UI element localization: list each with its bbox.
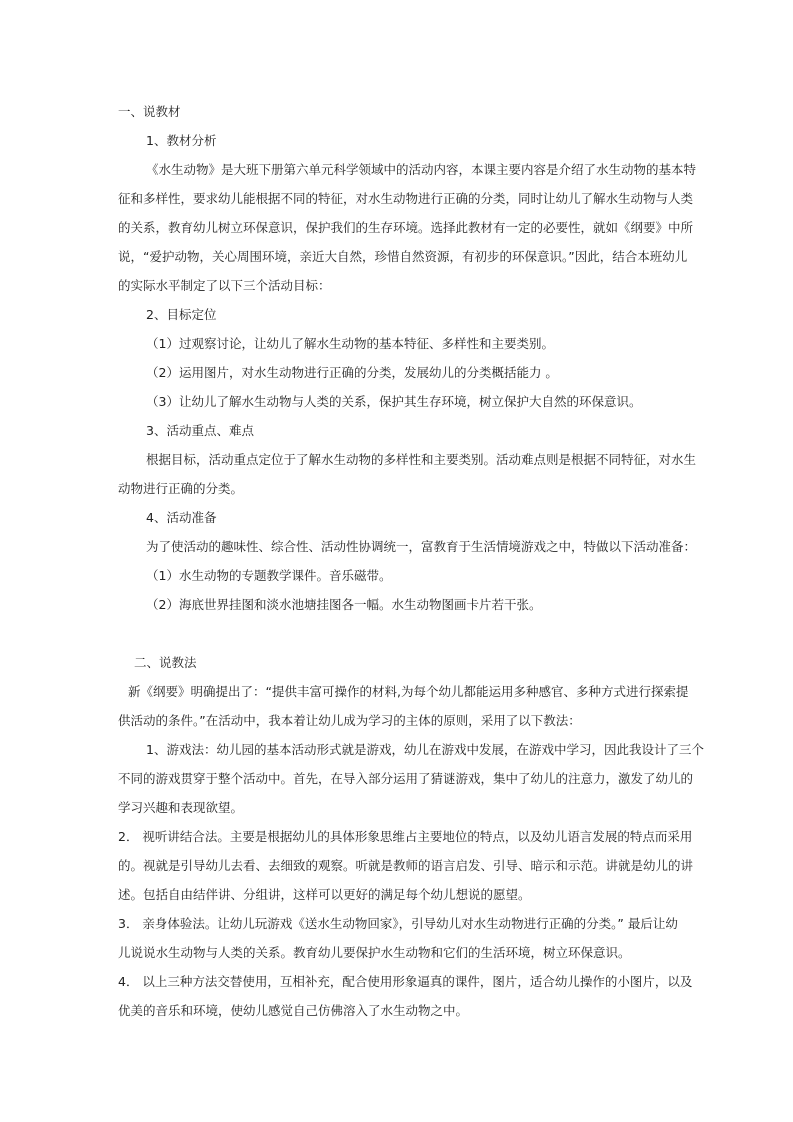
subheading-preparation: 4、活动准备 [146,510,217,525]
paragraph-line: 新《纲要》明确提出了：“提供丰富可操作的材料,为每个幼儿都能运用多种感官、多种方式进行探索提 [128,684,689,699]
list-item: （1）过观察讨论，让幼儿了解水生动物的基本特征、多样性和主要类别。 [146,336,554,351]
list-item: （1）水生动物的专题教学课件。音乐磁带。 [146,568,392,583]
paragraph-line: 3． 亲身体验法。让幼儿玩游戏《送水生动物回家》，引导幼儿对水生动物进行正确的分类。” 最后让幼 [118,916,678,931]
paragraph-line: 根据目标，活动重点定位于了解水生动物的多样性和主要类别。活动难点则是根据不同特征，对水生 [146,452,697,467]
subheading-goals: 2、目标定位 [146,307,217,322]
paragraph-line: 优美的音乐和环境，使幼儿感觉自己仿佛溶入了水生动物之中。 [118,1003,469,1018]
section-2-heading: 二、说教法 [134,655,197,670]
paragraph-line: 1、游戏法：幼儿园的基本活动形式就是游戏，幼儿在游戏中发展，在游戏中学习，因此我设计了三个 [146,742,704,757]
subheading-key-points: 3、活动重点、难点 [146,423,254,438]
paragraph-line: 《水生动物》是大班下册第六单元科学领域中的活动内容，本课主要内容是介绍了水生动物的基本特 [146,162,697,177]
paragraph-line: 4． 以上三种方法交替使用，互相补充，配合使用形象逼真的课件，图片，适合幼儿操作的小图片，以及 [118,974,693,989]
paragraph-line: 为了使活动的趣味性、综合性、活动性协调统一，富教育于生活情境游戏之中，特做以下活动准备： [146,539,697,554]
paragraph-line: 的实际水平制定了以下三个活动目标： [118,278,331,293]
paragraph-line: 述。包括自由结伴讲、分组讲，这样可以更好的满足每个幼儿想说的愿望。 [118,887,531,902]
list-item: （3）让幼儿了解水生动物与人类的关系，保护其生存环境，树立保护大自然的环保意识。 [146,394,642,409]
paragraph-line: 的关系，教育幼儿树立环保意识，保护我们的生存环境。选择此教材有一定的必要性，就如《纲要》中所 [118,220,694,235]
paragraph-line: 征和多样性，要求幼儿能根据不同的特征，对水生动物进行正确的分类，同时让幼儿了解水生动物与人类 [118,191,694,206]
paragraph-line: 2． 视听讲结合法。主要是根据幼儿的具体形象思维占主要地位的特点，以及幼儿语言发展的特点而采用 [118,829,693,844]
section-1-heading: 一、说教材 [118,104,181,119]
paragraph-line: 儿说说水生动物与人类的关系。教育幼儿要保护水生动物和它们的生活环境，树立环保意识。 [118,945,631,960]
list-item: （2）海底世界挂图和淡水池塘挂图各一幅。水生动物图画卡片若干张。 [146,597,542,612]
paragraph-line: 说，“爱护动物，关心周围环境，亲近大自然，珍惜自然资源，有初步的环保意识。”因此，结合本班幼儿 [118,249,688,264]
paragraph-line: 动物进行正确的分类。 [118,481,244,496]
list-item: （2）运用图片，对水生动物进行正确的分类，发展幼儿的分类概括能力 。 [146,365,558,380]
paragraph-line: 供活动的条件。”在活动中，我本着让幼儿成为学习的主体的原则，采用了以下教法： [118,713,581,728]
paragraph-line: 不同的游戏贯穿于整个活动中。首先，在导入部分运用了猜谜游戏，集中了幼儿的注意力，激发了幼儿的 [118,771,694,786]
paragraph-line: 的。视就是引导幼儿去看、去细致的观察。听就是教师的语言启发、引导、暗示和示范。讲就是幼儿的讲 [118,858,694,873]
paragraph-line: 学习兴趣和表现欲望。 [118,800,244,815]
subheading-textbook-analysis: 1、教材分析 [146,133,217,148]
